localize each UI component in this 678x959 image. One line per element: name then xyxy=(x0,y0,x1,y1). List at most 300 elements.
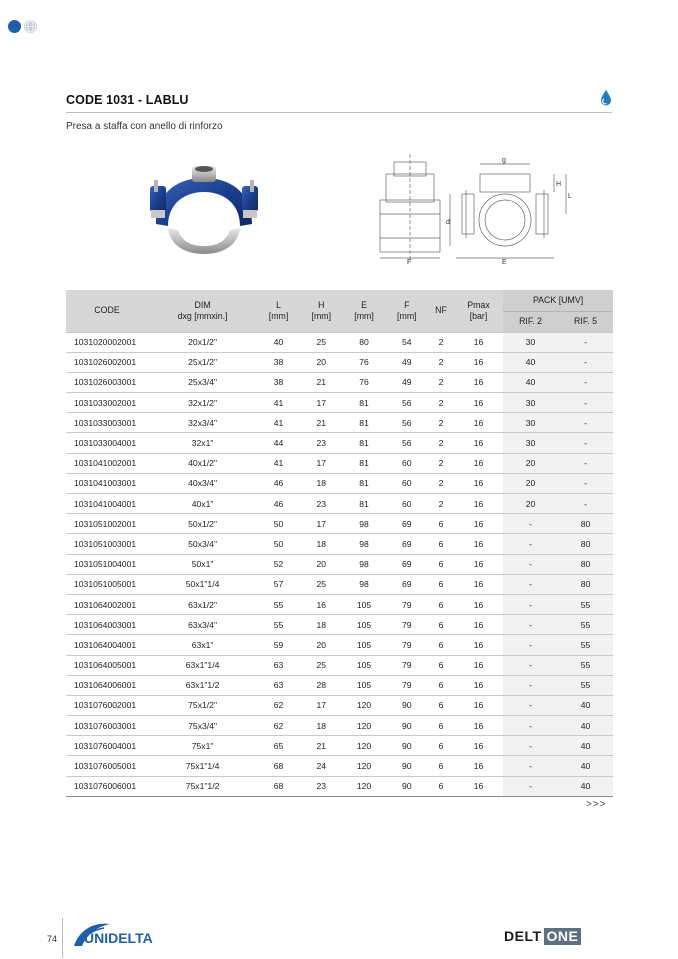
table-cell: 6 xyxy=(428,675,454,695)
table-row xyxy=(66,514,613,534)
col-rif5-header: RIF. 5 xyxy=(558,311,613,332)
table-cell: 81 xyxy=(343,473,386,493)
table-cell: 6 xyxy=(428,534,454,554)
table-row xyxy=(66,554,613,574)
table-cell: - xyxy=(503,655,558,675)
table-cell: 16 xyxy=(454,776,503,796)
technical-drawing xyxy=(370,154,582,266)
table-cell: 23 xyxy=(300,494,343,514)
table-cell: 55 xyxy=(558,594,613,614)
table-row xyxy=(66,393,613,413)
table-cell: 2 xyxy=(428,393,454,413)
table-cell: 50x1/2" xyxy=(148,514,257,534)
table-row xyxy=(66,736,613,756)
col-code-header: CODE xyxy=(66,290,148,332)
table-cell: 2 xyxy=(428,473,454,493)
col-e-label: E xyxy=(361,299,367,310)
title-row xyxy=(66,93,612,113)
table-cell: 1031041002001 xyxy=(66,453,148,473)
table-cell: 6 xyxy=(428,776,454,796)
table-cell: 120 xyxy=(343,695,386,715)
col-e-header xyxy=(343,290,386,332)
table-cell: 25 xyxy=(300,332,343,352)
table-cell: 62 xyxy=(257,695,300,715)
table-cell: 18 xyxy=(300,716,343,736)
table-row xyxy=(66,453,613,473)
table-cell: 90 xyxy=(385,716,428,736)
table-cell: 1031076006001 xyxy=(66,776,148,796)
table-cell: 69 xyxy=(385,514,428,534)
label-g: g xyxy=(502,157,506,164)
table-cell: 1031041004001 xyxy=(66,494,148,514)
table-row xyxy=(66,635,613,655)
table-cell: 38 xyxy=(257,372,300,392)
table-cell: 76 xyxy=(343,372,386,392)
table-cell: 1031026003001 xyxy=(66,372,148,392)
col-f-unit: [mm] xyxy=(397,310,417,321)
table-cell: 76 xyxy=(343,352,386,372)
table-cell: 16 xyxy=(454,635,503,655)
table-cell: 23 xyxy=(300,776,343,796)
table-cell: - xyxy=(558,372,613,392)
table-cell: 32x3/4" xyxy=(148,413,257,433)
table-cell: 1031076004001 xyxy=(66,736,148,756)
table-cell: 120 xyxy=(343,776,386,796)
table-cell: - xyxy=(558,393,613,413)
table-cell: 16 xyxy=(454,413,503,433)
table-cell: 63 xyxy=(257,675,300,695)
table-cell: 25x3/4" xyxy=(148,372,257,392)
table-cell: 90 xyxy=(385,756,428,776)
table-cell: 105 xyxy=(343,594,386,614)
product-subtitle: Presa a staffa con anello di rinforzo xyxy=(66,121,223,132)
table-cell: 16 xyxy=(454,514,503,534)
table-cell: 1031041003001 xyxy=(66,473,148,493)
col-pack-header: PACK [UMV] xyxy=(503,290,613,311)
col-dim-header xyxy=(148,290,257,332)
table-cell: 1031026002001 xyxy=(66,352,148,372)
table-cell: 40x3/4" xyxy=(148,473,257,493)
label-e: E xyxy=(502,259,507,266)
table-row xyxy=(66,655,613,675)
table-cell: 80 xyxy=(558,534,613,554)
table-cell: 55 xyxy=(257,615,300,635)
label-h: H xyxy=(556,181,562,188)
table-cell: 6 xyxy=(428,756,454,776)
table-row xyxy=(66,332,613,352)
table-cell: 1031051004001 xyxy=(66,554,148,574)
table-cell: 40 xyxy=(558,776,613,796)
deltone-logo-part-b: ONE xyxy=(544,928,582,945)
globe-icon[interactable] xyxy=(24,20,37,33)
unidelta-logo xyxy=(70,918,210,950)
col-pmax-header xyxy=(454,290,503,332)
table-cell: 63x1" xyxy=(148,635,257,655)
table-cell: 6 xyxy=(428,574,454,594)
page-number: 74 xyxy=(47,934,58,944)
table-cell: 25 xyxy=(300,655,343,675)
table-cell: 2 xyxy=(428,352,454,372)
table-cell: 60 xyxy=(385,473,428,493)
table-row xyxy=(66,413,613,433)
table-cell: 20 xyxy=(503,453,558,473)
table-cell: 41 xyxy=(257,413,300,433)
table-cell: 56 xyxy=(385,433,428,453)
unidelta-logo-text: UNIDELTA xyxy=(84,930,153,946)
table-cell: 16 xyxy=(454,494,503,514)
table-cell: 6 xyxy=(428,736,454,756)
table-cell: 30 xyxy=(503,433,558,453)
table-cell: 80 xyxy=(558,574,613,594)
table-cell: 90 xyxy=(385,695,428,715)
deltone-logo-part-a: DELT xyxy=(504,928,542,944)
table-cell: 1031076002001 xyxy=(66,695,148,715)
table-cell: 32x1/2" xyxy=(148,393,257,413)
table-cell: 63x3/4" xyxy=(148,615,257,635)
deltone-logo xyxy=(504,928,581,945)
table-cell: - xyxy=(558,473,613,493)
table-row xyxy=(66,594,613,614)
table-cell: 17 xyxy=(300,514,343,534)
table-cell: 1031064003001 xyxy=(66,615,148,635)
col-e-unit: [mm] xyxy=(354,310,374,321)
table-cell: 63 xyxy=(257,655,300,675)
table-cell: 56 xyxy=(385,413,428,433)
table-cell: - xyxy=(558,352,613,372)
table-cell: - xyxy=(558,413,613,433)
table-cell: 1031076005001 xyxy=(66,756,148,776)
table-cell: - xyxy=(558,453,613,473)
table-cell: 54 xyxy=(385,332,428,352)
table-cell: 1031051003001 xyxy=(66,534,148,554)
table-cell: 1031051005001 xyxy=(66,574,148,594)
label-f: F xyxy=(407,259,412,266)
table-cell: 41 xyxy=(257,393,300,413)
table-cell: 23 xyxy=(300,433,343,453)
table-cell: 105 xyxy=(343,655,386,675)
table-cell: 24 xyxy=(300,756,343,776)
table-cell: - xyxy=(503,736,558,756)
continue-marker[interactable]: >>> xyxy=(586,799,607,810)
table-cell: 75x1/2" xyxy=(148,695,257,715)
table-cell: 6 xyxy=(428,695,454,715)
table-cell: 75x3/4" xyxy=(148,716,257,736)
table-cell: 2 xyxy=(428,453,454,473)
table-cell: 21 xyxy=(300,372,343,392)
table-cell: 75x1"1/4 xyxy=(148,756,257,776)
table-cell: 16 xyxy=(454,453,503,473)
table-cell: - xyxy=(503,594,558,614)
table-cell: 49 xyxy=(385,352,428,372)
table-cell: 6 xyxy=(428,615,454,635)
table-cell: 40 xyxy=(558,736,613,756)
table-cell: 105 xyxy=(343,615,386,635)
table-cell: 55 xyxy=(558,635,613,655)
table-cell: 1031033003001 xyxy=(66,413,148,433)
saddle-clamp-image xyxy=(148,166,260,258)
table-cell: 56 xyxy=(385,393,428,413)
table-cell: 79 xyxy=(385,675,428,695)
label-d: d xyxy=(446,219,450,226)
table-cell: - xyxy=(503,514,558,534)
spec-table-body xyxy=(66,332,613,796)
table-cell: 75x1"1/2 xyxy=(148,776,257,796)
table-cell: 105 xyxy=(343,675,386,695)
table-cell: 105 xyxy=(343,635,386,655)
table-cell: 46 xyxy=(257,473,300,493)
table-cell: 17 xyxy=(300,453,343,473)
table-cell: 30 xyxy=(503,413,558,433)
table-cell: 38 xyxy=(257,352,300,372)
table-cell: 59 xyxy=(257,635,300,655)
col-f-label: F xyxy=(404,299,410,310)
table-cell: - xyxy=(503,756,558,776)
table-cell: 75x1" xyxy=(148,736,257,756)
table-cell: 16 xyxy=(454,655,503,675)
table-cell: 55 xyxy=(558,615,613,635)
table-cell: 120 xyxy=(343,736,386,756)
spec-table xyxy=(66,290,613,797)
table-cell: 81 xyxy=(343,453,386,473)
table-cell: 40x1" xyxy=(148,494,257,514)
table-row xyxy=(66,352,613,372)
table-cell: 98 xyxy=(343,554,386,574)
table-cell: 120 xyxy=(343,756,386,776)
table-cell: - xyxy=(503,695,558,715)
table-cell: 50x1" xyxy=(148,554,257,574)
table-cell: 16 xyxy=(454,736,503,756)
table-cell: 98 xyxy=(343,534,386,554)
table-cell: 16 xyxy=(454,433,503,453)
table-row xyxy=(66,433,613,453)
col-f-header xyxy=(385,290,428,332)
table-cell: 16 xyxy=(454,675,503,695)
table-cell: 62 xyxy=(257,716,300,736)
table-cell: 16 xyxy=(300,594,343,614)
table-cell: 6 xyxy=(428,655,454,675)
table-cell: 79 xyxy=(385,594,428,614)
table-cell: 30 xyxy=(503,332,558,352)
table-cell: - xyxy=(503,635,558,655)
table-cell: 79 xyxy=(385,615,428,635)
table-cell: 21 xyxy=(300,736,343,756)
table-cell: 1031033002001 xyxy=(66,393,148,413)
table-cell: 81 xyxy=(343,494,386,514)
table-cell: 90 xyxy=(385,776,428,796)
col-l-label: L xyxy=(276,299,281,310)
table-cell: 40 xyxy=(503,352,558,372)
table-row xyxy=(66,716,613,736)
table-cell: 69 xyxy=(385,534,428,554)
table-cell: 2 xyxy=(428,413,454,433)
table-cell: 81 xyxy=(343,413,386,433)
table-cell: - xyxy=(503,716,558,736)
table-cell: 1031033004001 xyxy=(66,433,148,453)
table-cell: 57 xyxy=(257,574,300,594)
table-row xyxy=(66,534,613,554)
table-cell: 120 xyxy=(343,716,386,736)
table-cell: - xyxy=(503,574,558,594)
table-cell: 2 xyxy=(428,372,454,392)
table-row xyxy=(66,574,613,594)
table-cell: 20 xyxy=(300,352,343,372)
footer-divider xyxy=(62,918,63,958)
page-title: CODE 1031 - LABLU xyxy=(66,93,189,107)
col-h-header xyxy=(300,290,343,332)
top-nav-dots xyxy=(8,20,37,33)
table-cell: 30 xyxy=(503,393,558,413)
table-cell: 1031076003001 xyxy=(66,716,148,736)
table-cell: 16 xyxy=(454,534,503,554)
table-cell: 25 xyxy=(300,574,343,594)
table-cell: 6 xyxy=(428,554,454,574)
table-cell: 6 xyxy=(428,594,454,614)
table-cell: 16 xyxy=(454,695,503,715)
col-dim-label: DIM xyxy=(194,299,211,310)
table-row xyxy=(66,473,613,493)
table-cell: 98 xyxy=(343,574,386,594)
table-cell: 16 xyxy=(454,332,503,352)
table-row xyxy=(66,776,613,796)
table-cell: 81 xyxy=(343,433,386,453)
table-cell: 1031020002001 xyxy=(66,332,148,352)
table-row xyxy=(66,695,613,715)
table-cell: 90 xyxy=(385,736,428,756)
table-cell: 50 xyxy=(257,514,300,534)
table-cell: 79 xyxy=(385,655,428,675)
table-cell: 2 xyxy=(428,494,454,514)
table-cell: 40 xyxy=(503,372,558,392)
table-cell: 63x1"1/4 xyxy=(148,655,257,675)
table-cell: 2 xyxy=(428,433,454,453)
table-cell: 80 xyxy=(558,554,613,574)
table-cell: 79 xyxy=(385,635,428,655)
table-cell: 16 xyxy=(454,554,503,574)
table-cell: 16 xyxy=(454,372,503,392)
table-cell: - xyxy=(503,554,558,574)
table-cell: - xyxy=(558,433,613,453)
table-cell: 40 xyxy=(558,756,613,776)
table-cell: 40 xyxy=(558,695,613,715)
table-cell: 18 xyxy=(300,534,343,554)
table-cell: 16 xyxy=(454,352,503,372)
table-cell: 55 xyxy=(558,675,613,695)
table-cell: 17 xyxy=(300,695,343,715)
table-cell: 40 xyxy=(257,332,300,352)
table-cell: 16 xyxy=(454,716,503,736)
col-dim-sub: dxg [mmxin.] xyxy=(177,310,228,321)
table-cell: 16 xyxy=(454,594,503,614)
table-cell: 50 xyxy=(257,534,300,554)
table-cell: 28 xyxy=(300,675,343,695)
table-row xyxy=(66,494,613,514)
col-h-label: H xyxy=(318,299,325,310)
table-cell: 63x1"1/2 xyxy=(148,675,257,695)
table-cell: 16 xyxy=(454,615,503,635)
table-cell: 44 xyxy=(257,433,300,453)
table-cell: 21 xyxy=(300,413,343,433)
table-cell: 50x3/4" xyxy=(148,534,257,554)
table-cell: 68 xyxy=(257,776,300,796)
col-nf-header: NF xyxy=(428,290,454,332)
table-cell: 20x1/2" xyxy=(148,332,257,352)
blue-dot-icon[interactable] xyxy=(8,20,21,33)
table-cell: 1031064005001 xyxy=(66,655,148,675)
table-cell: 81 xyxy=(343,393,386,413)
col-pmax-label: Pmax xyxy=(467,299,490,310)
table-cell: 1031064006001 xyxy=(66,675,148,695)
table-cell: 18 xyxy=(300,615,343,635)
table-cell: - xyxy=(503,776,558,796)
table-cell: 6 xyxy=(428,716,454,736)
table-cell: 60 xyxy=(385,494,428,514)
table-cell: 50x1"1/4 xyxy=(148,574,257,594)
label-l: L xyxy=(568,193,572,200)
table-cell: 6 xyxy=(428,635,454,655)
table-cell: 40 xyxy=(558,716,613,736)
table-cell: - xyxy=(503,534,558,554)
table-cell: 69 xyxy=(385,574,428,594)
table-cell: - xyxy=(503,675,558,695)
table-cell: 80 xyxy=(558,514,613,534)
table-cell: 49 xyxy=(385,372,428,392)
table-cell: 40x1/2" xyxy=(148,453,257,473)
table-cell: 18 xyxy=(300,473,343,493)
table-cell: 20 xyxy=(503,494,558,514)
table-cell: 17 xyxy=(300,393,343,413)
table-cell: 1031064002001 xyxy=(66,594,148,614)
table-row xyxy=(66,675,613,695)
table-cell: 46 xyxy=(257,494,300,514)
col-h-unit: [mm] xyxy=(311,310,332,321)
table-cell: 1031051002001 xyxy=(66,514,148,534)
col-l-header xyxy=(257,290,300,332)
table-cell: 1031064004001 xyxy=(66,635,148,655)
table-cell: 25x1/2" xyxy=(148,352,257,372)
table-cell: - xyxy=(558,332,613,352)
table-cell: 20 xyxy=(300,554,343,574)
table-cell: 16 xyxy=(454,756,503,776)
table-cell: 2 xyxy=(428,332,454,352)
table-cell: 6 xyxy=(428,514,454,534)
table-cell: - xyxy=(558,494,613,514)
col-pmax-unit: [bar] xyxy=(469,310,488,321)
table-row xyxy=(66,756,613,776)
table-cell: - xyxy=(503,615,558,635)
table-cell: 16 xyxy=(454,574,503,594)
table-cell: 63x1/2" xyxy=(148,594,257,614)
table-cell: 80 xyxy=(343,332,386,352)
table-cell: 60 xyxy=(385,453,428,473)
table-cell: 16 xyxy=(454,393,503,413)
table-cell: 41 xyxy=(257,453,300,473)
table-cell: 69 xyxy=(385,554,428,574)
table-cell: 68 xyxy=(257,756,300,776)
table-row xyxy=(66,372,613,392)
table-cell: 20 xyxy=(300,635,343,655)
table-row xyxy=(66,615,613,635)
table-cell: 52 xyxy=(257,554,300,574)
table-cell: 55 xyxy=(558,655,613,675)
table-cell: 98 xyxy=(343,514,386,534)
col-rif2-header: RIF. 2 xyxy=(503,311,558,332)
table-cell: 20 xyxy=(503,473,558,493)
table-cell: 16 xyxy=(454,473,503,493)
table-cell: 32x1" xyxy=(148,433,257,453)
table-cell: 55 xyxy=(257,594,300,614)
table-cell: 65 xyxy=(257,736,300,756)
col-l-unit: [mm] xyxy=(268,310,289,321)
